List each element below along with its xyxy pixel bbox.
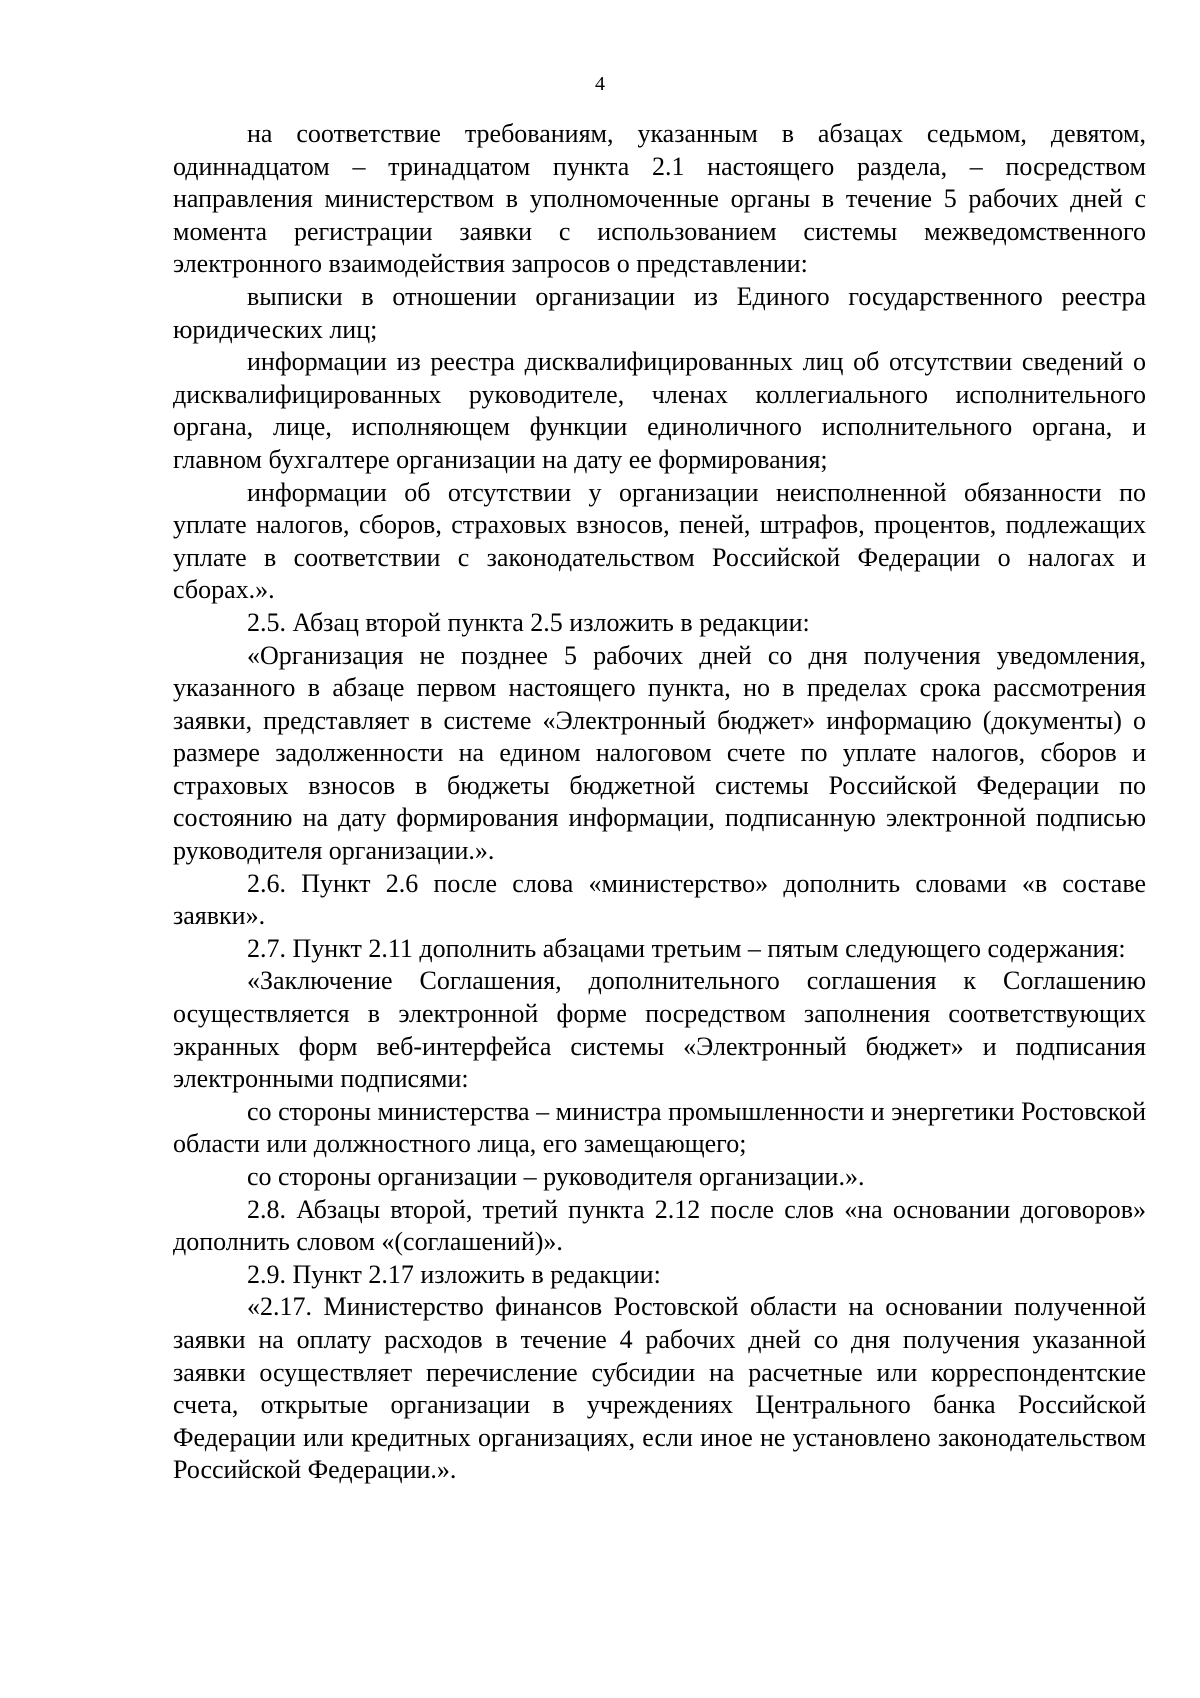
paragraph: 2.7. Пункт 2.11 дополнить абзацами третьим – пятым следующего содержания: xyxy=(247,933,1126,963)
paragraph: 2.9. Пункт 2.17 изложить в редакции: xyxy=(247,1259,661,1289)
paragraph: 2.6. Пункт 2.6 после слова «министерство» дополнить словами «в составе заявки». xyxy=(173,868,1146,931)
paragraph: на соответствие требованиям, указанным в абзацах седьмом, девятом, одиннадцатом – тринадцатом пункта 2.1 настоящего раздела, – посредством направления министерством в уполномоченные органы в течение 5 рабочих дней с момента регистрации заявки с использованием системы межведомственного электронного взаимодействия запросов о представлении: xyxy=(173,119,1146,279)
paragraph: 2.8. Абзацы второй, третий пункта 2.12 после слов «на основании договоров» дополнить словом «(соглашений)». xyxy=(173,1194,1146,1257)
paragraph: со стороны министерства – министра промышленности и энергетики Ростовской области или должностного лица, его замещающего; xyxy=(173,1096,1146,1159)
document-body xyxy=(173,118,1146,1487)
paragraph: «2.17. Министерство финансов Ростовской области на основании полученной заявки на оплату расходов в течение 4 рабочих дней со дня получения указанной заявки осуществляет перечисление субсидии на расчетные или корреспондентские счета, открытые организации в учреждениях Центрального банка Российской Федерации или кредитных организациях, если иное не установлено законодательством Российской Федерации.». xyxy=(173,1292,1146,1485)
paragraph: выписки в отношении организации из Единого государственного реестра юридических лиц; xyxy=(173,281,1146,344)
paragraph: информации из реестра дисквалифицированных лиц об отсутствии сведений о дисквалифицированных руководителе, членах коллегиального исполнительного органа, лице, исполняющем функции единоличного исполнительного органа, и главном бухгалтере организации на дату ее формирования; xyxy=(173,347,1146,474)
page-number: 4 xyxy=(595,73,605,95)
paragraph: информации об отсутствии у организации неисполненной обязанности по уплате налогов, сборов, страховых взносов, пеней, штрафов, процентов, подлежащих уплате в соответствии с законодательством Российской Федерации о налогах и сборах.». xyxy=(173,477,1146,605)
paragraph: со стороны организации – руководителя организации.». xyxy=(247,1162,865,1191)
paragraph: 2.5. Абзац второй пункта 2.5 изложить в редакции: xyxy=(247,607,810,637)
paragraph: «Заключение Соглашения, дополнительного соглашения к Соглашению осуществляется в электронной форме посредством заполнения соответствующих экранных форм веб-интерфейса системы «Электронный бюджет» и подписания электронными подписями: xyxy=(173,966,1146,1094)
paragraph: «Организация не позднее 5 рабочих дней со дня получения уведомления, указанного в абзаце первом настоящего пункта, но в пределах срока рассмотрения заявки, представляет в системе «Электронный бюджет» информацию (документы) о размере задолженности на едином налоговом счете по уплате налогов, сборов и страховых взносов в бюджеты бюджетной системы Российской Федерации по состоянию на дату формирования информации, подписанную электронной подписью руководителя организации.». xyxy=(173,640,1146,866)
